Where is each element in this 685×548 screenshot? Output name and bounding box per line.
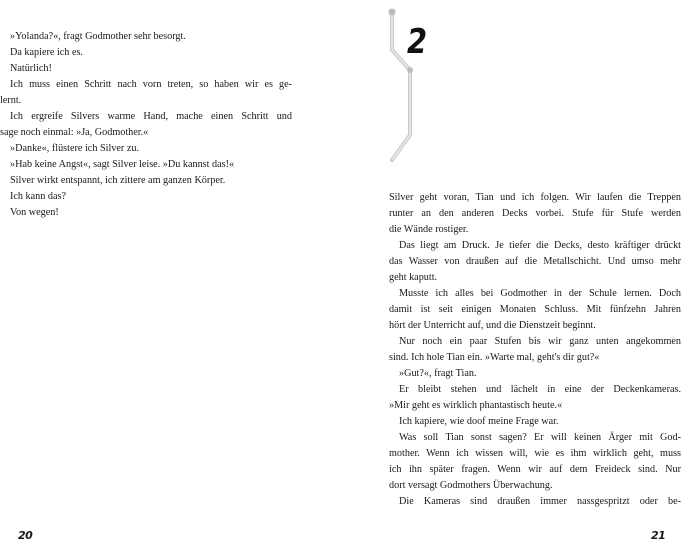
text-line: Ich muss einen Schritt nach vorn treten, so haben wir es ge- — [10, 79, 292, 90]
page-number: 20 — [18, 529, 33, 542]
text-line: Was soll Tian sonst sagen? Er will keinen Ärger mit God- — [399, 432, 681, 443]
text-line: Silver wirkt entspannt, ich zittere am ganzen Körper. — [10, 175, 226, 186]
text-line: »Mir geht es wirklich phantastisch heute.« — [389, 400, 563, 411]
text-line: runter an den anderen Decks vorbei. Stufe für Stufe werden — [389, 208, 681, 219]
text-line: Von wegen! — [10, 207, 59, 218]
text-line: Silver geht voran, Tian und ich folgen. Wir laufen die Treppen — [389, 192, 681, 203]
text-line: sind. Ich hole Tian ein. »Warte mal, geht's dir gut?« — [389, 352, 600, 363]
text-line: »Danke«, flüstere ich Silver zu. — [10, 143, 140, 154]
text-line: Natürlich! — [10, 63, 52, 74]
right-page — [385, 0, 685, 548]
text-line: Ich kapiere, wie doof meine Frage war. — [399, 416, 559, 427]
text-line: ich ihn später fragen. Wenn wir auf dem Freideck sind. Nur — [389, 464, 681, 475]
text-line: »Yolanda?«, fragt Godmother sehr besorgt. — [10, 31, 186, 42]
text-line: hört der Unterricht auf, und die Dienstzeit beginnt. — [389, 320, 596, 331]
chapter-number: 2 — [407, 22, 428, 62]
text-line: lernt. — [0, 95, 22, 106]
text-line: Da kapiere ich es. — [10, 47, 83, 58]
text-line: Ich ergreife Silvers warme Hand, mache einen Schritt und — [10, 111, 292, 122]
text-line: geht kaputt. — [389, 272, 438, 283]
text-line: die Wände rostiger. — [389, 224, 469, 235]
text-line: sage noch einmal: »Ja, Godmother.« — [0, 127, 149, 138]
text-line: Ich kann das? — [10, 191, 67, 202]
page-number: 21 — [651, 529, 666, 542]
text-line: Musste ich alles bei Godmother in der Schule lernen. Doch — [399, 288, 681, 299]
left-page — [0, 0, 300, 548]
text-line: »Gut?«, fragt Tian. — [399, 368, 477, 379]
text-line: damit ist seit einigen Monaten Schluss. Mit fünfzehn Jahren — [389, 304, 681, 315]
text-line: das Wasser von draußen auf die Metallschicht. Und umso mehr — [389, 256, 681, 267]
text-line: Er bleibt stehen und lächelt in eine der Deckenkameras. — [399, 384, 681, 395]
text-line: »Hab keine Angst«, sagt Silver leise. »Du kannst das!« — [10, 159, 235, 170]
text-line: Nur noch ein paar Stufen bis wir ganz unten angekommen — [399, 336, 681, 347]
text-line: Die Kameras sind draußen immer nassgespritzt oder be- — [399, 496, 681, 507]
text-line: mother. Wenn ich wissen will, wie es ihm wirklich geht, muss — [389, 448, 681, 459]
text-line: dort versagt Godmothers Überwachung. — [389, 480, 553, 491]
text-line: Das liegt am Druck. Je tiefer die Decks, desto kräftiger drückt — [399, 240, 681, 251]
